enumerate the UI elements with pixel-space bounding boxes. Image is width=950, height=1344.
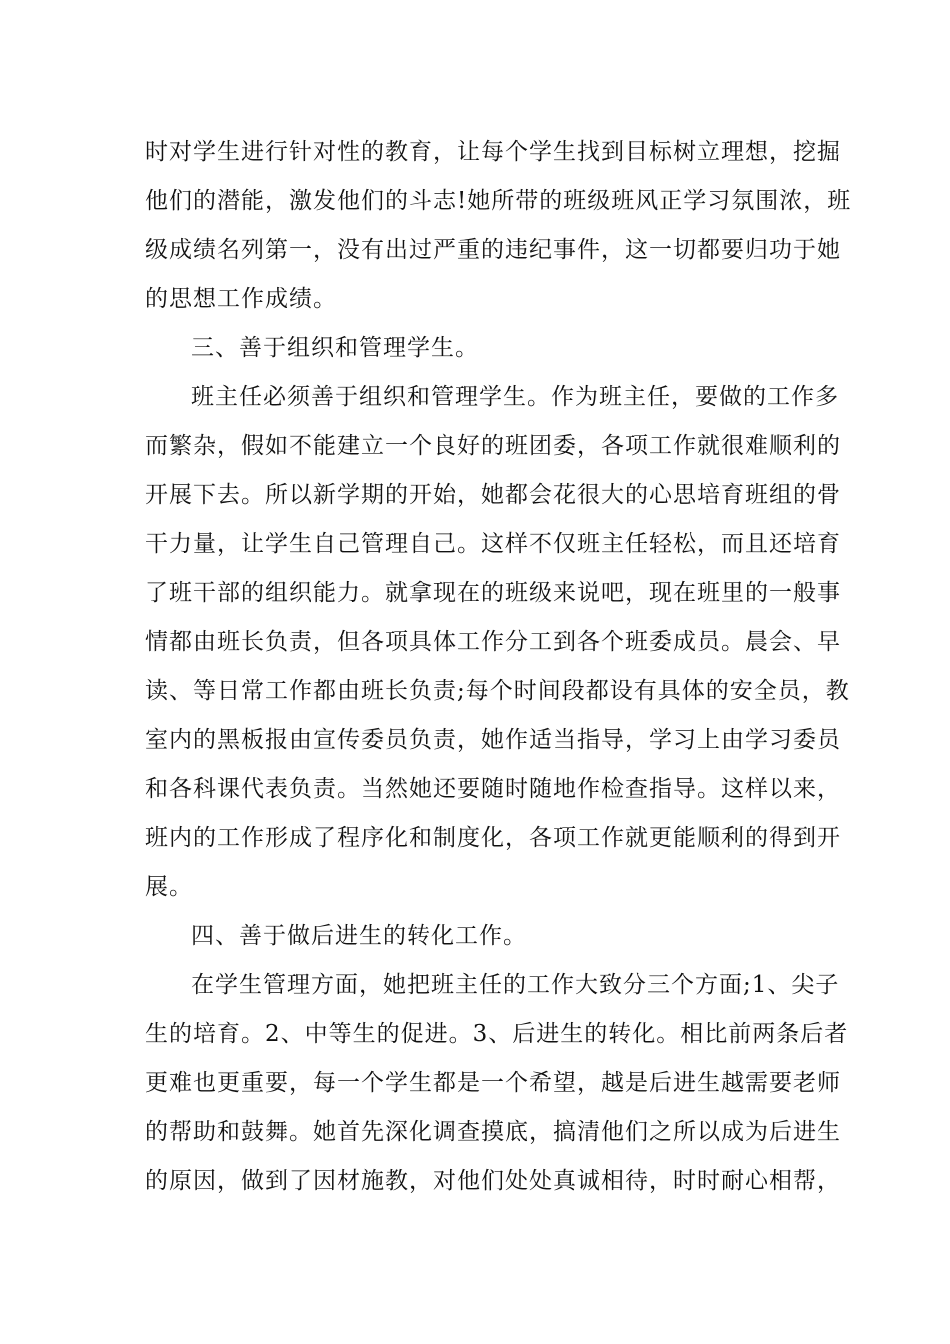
text-line: 三、善于组织和管理学生。 — [191, 335, 479, 361]
text-line: 展。 — [145, 874, 193, 900]
text-line: 室内的黑板报由宣传委员负责，她作适当指导，学习上由学习委员 — [145, 727, 841, 753]
text-line: 他们的潜能，激发他们的斗志!她所带的班级班风正学习氛围浓，班 — [145, 188, 852, 214]
text-line: 开展下去。所以新学期的开始，她都会花很大的心思培育班组的骨 — [145, 482, 841, 508]
text-line: 读、等日常工作都由班长负责;每个时间段都设有具体的安全员，教 — [145, 678, 850, 704]
document-body — [145, 128, 852, 1206]
text-line: 级成绩名列第一，没有出过严重的违纪事件，这一切都要归功于她 — [145, 237, 841, 263]
text-line: 了班干部的组织能力。就拿现在的班级来说吧，现在班里的一般事 — [145, 580, 841, 606]
text-line: 时对学生进行针对性的教育，让每个学生找到目标树立理想，挖掘 — [145, 139, 841, 165]
text-line: 班主任必须善于组织和管理学生。作为班主任，要做的工作多 — [191, 384, 839, 410]
text-line: 更难也更重要，每一个学生都是一个希望，越是后进生越需要老师 — [145, 1070, 841, 1096]
text-line: 干力量，让学生自己管理自己。这样不仅班主任轻松，而且还培育 — [145, 531, 841, 557]
text-line: 在学生管理方面，她把班主任的工作大致分三个方面;1、尖子 — [191, 972, 840, 998]
text-line: 生的培育。2、中等生的促进。3、后进生的转化。相比前两条后者 — [145, 1021, 849, 1047]
text-line: 的原因，做到了因材施教，对他们处处真诚相待，时时耐心相帮， — [145, 1168, 841, 1194]
text-line: 的思想工作成绩。 — [145, 286, 337, 312]
text-line: 情都由班长负责，但各项具体工作分工到各个班委成员。晨会、早 — [145, 629, 841, 655]
text-line: 的帮助和鼓舞。她首先深化调查摸底，搞清他们之所以成为后进生 — [145, 1119, 841, 1145]
text-line: 班内的工作形成了程序化和制度化，各项工作就更能顺利的得到开 — [145, 825, 841, 851]
text-line: 四、善于做后进生的转化工作。 — [191, 923, 527, 949]
text-line: 而繁杂，假如不能建立一个良好的班团委，各项工作就很难顺利的 — [145, 433, 841, 459]
text-line: 和各科课代表负责。当然她还要随时随地作检查指导。这样以来， — [145, 776, 841, 802]
